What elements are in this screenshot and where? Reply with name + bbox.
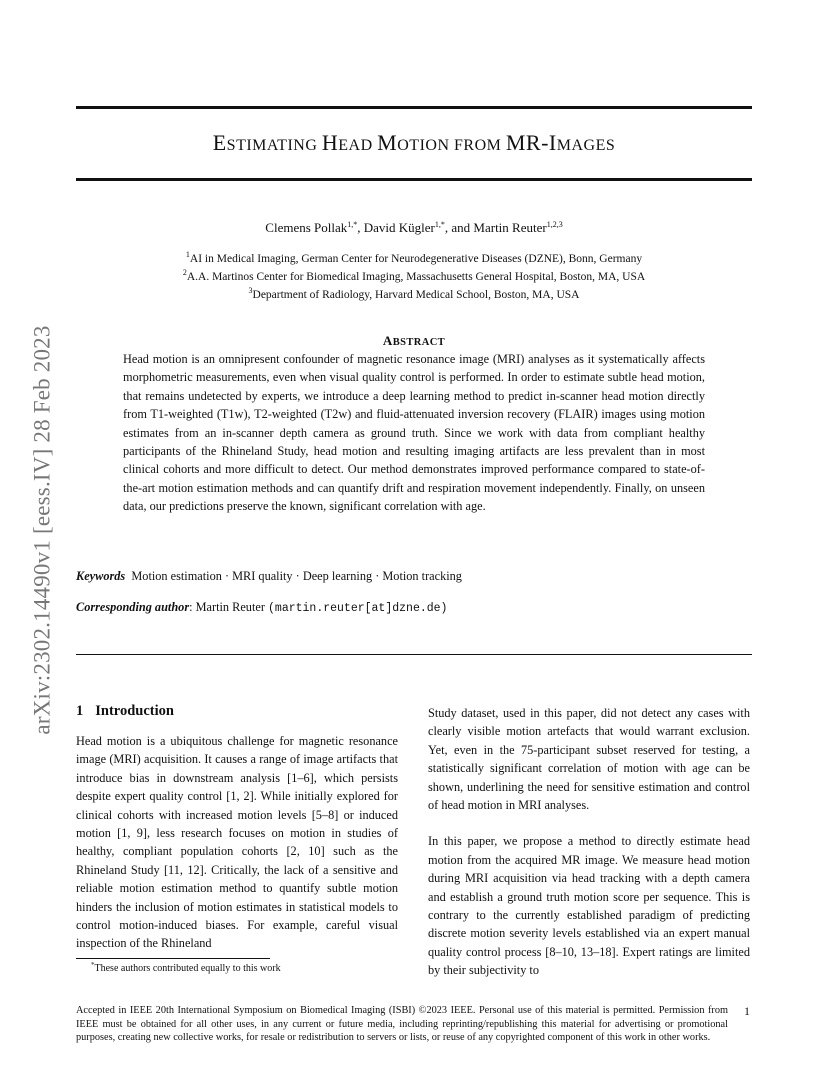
author-affiliation-mark: 1,* — [347, 220, 358, 229]
affiliation-number: 1 — [185, 250, 190, 259]
section-divider — [76, 654, 752, 655]
section-title: Introduction — [95, 703, 174, 719]
corresponding-label: Corresponding author — [76, 600, 190, 614]
left-column — [76, 732, 398, 953]
title-part: MR-I — [505, 130, 557, 155]
section-number: 1 — [76, 703, 84, 719]
corresponding-email: (martin.reuter[at]dzne.de) — [268, 602, 448, 615]
author-separator: , — [357, 220, 364, 235]
affiliations — [76, 250, 752, 304]
corresponding-author: Corresponding author: Martin Reuter (martin.reuter[at]dzne.de) — [76, 600, 448, 615]
title-part: STIMATING — [226, 137, 322, 154]
abstract-heading-rest: BSTRACT — [392, 337, 446, 348]
footnote-mark: * — [91, 961, 95, 969]
affiliation-line — [76, 268, 752, 286]
footnote-rule — [76, 958, 270, 959]
author-name: Martin Reuter — [473, 220, 547, 235]
paragraph: Study dataset, used in this paper, did not detect any cases with clearly visible motion artefacts that would warrant exclusion. Yet, even in the 75-participant subset reserved for testing, a statistically significant correlation of motion with age can be shown, underlining the need for sensitive estimation and control of head motion in MRI analyses. — [428, 706, 750, 813]
page-number: 1 — [744, 1004, 750, 1018]
arxiv-identifier-text: arXiv:2302.14490v1 [eess.IV] 28 Feb 2023 — [30, 325, 56, 735]
author-name: Clemens Pollak — [265, 220, 348, 235]
title-part: E — [212, 130, 227, 155]
right-column — [428, 704, 750, 980]
affiliation-number: 2 — [182, 268, 187, 277]
author-separator: , and — [444, 220, 474, 235]
arxiv-identifier — [26, 286, 60, 774]
title-bottom-rule — [76, 178, 752, 181]
keywords — [76, 569, 752, 584]
copyright-notice: Accepted in IEEE 20th International Symposium on Biomedical Imaging (ISBI) ©2023 IEEE. Personal use of this material is permitted. Permission from IEEE must be obtained for all other uses, in any current or future media, including reprinting/republishing this material for advertising or promotional purposes, creating new collective works, for resale or redistribution to servers or lists, or reuse of any copyrighted component of this work in other works. — [76, 1005, 728, 1044]
title-top-rule — [76, 106, 752, 109]
title-part: EAD — [338, 137, 378, 154]
author-name: David Kügler — [363, 220, 435, 235]
paragraph: Head motion is a ubiquitous challenge for magnetic resonance image (MRI) acquisition. It causes a range of image artifacts that introduce bias in downstream analysis [1–6], which persists despite expert quality control [1, 2]. While initially explored for clinical cohorts with increased motion levels [5–8] or induced motion [1, 9], less research focuses on motion in studies of healthy, compliant population cohorts [2, 10] such as the Rhineland Study [11, 12]. Critically, the lack of a sensitive and reliable motion estimation method to quantify subtle motion hinders the inclusion of motion estimates in statistical models to control motion-induced biases. For example, careful visual inspection of the Rhineland — [76, 734, 398, 951]
affiliation-line — [76, 286, 752, 304]
affiliation-text: A.A. Martinos Center for Biomedical Imaging, Massachusetts General Hospital, Boston, MA, USA — [186, 271, 646, 283]
abstract-heading — [76, 333, 752, 349]
keywords-text: Motion estimation · MRI quality · Deep learning · Motion tracking — [131, 569, 462, 583]
page-title — [76, 130, 752, 156]
title-part: OTION FROM — [397, 137, 506, 154]
paragraph: In this paper, we propose a method to directly estimate head motion from the acquired MR image. We measure head motion during MRI acquisition via head tracking with a depth camera and establish a ground truth motion score per sequence. This is contrary to the currently established paradigm of predicting discrete motion severity levels established via an expert manual quality control process [8–10, 13–18]. Expert ratings are limited by their subjectivity to — [428, 834, 750, 978]
keywords-label: Keywords — [76, 569, 126, 583]
title-part: MAGES — [556, 137, 616, 154]
affiliation-text: AI in Medical Imaging, German Center for Neurodegenerative Diseases (DZNE), Bonn, Germany — [189, 253, 643, 265]
corresponding-name: Martin Reuter — [195, 600, 265, 614]
abstract-text: Head motion is an omnipresent confounder of magnetic resonance image (MRI) analyses as it systematically affects morphometric measurements, even when visual quality control is performed. In order to estimate subtle head motion, that remains undetected by experts, we introduce a deep learning method to predict in-scanner head motion directly from T1-weighted (T1w), T2-weighted (T2w) and fluid-attenuated inversion recovery (FLAIR) images using motion estimates from an in-scanner depth camera as ground truth. Since we work with data from compliant healthy participants of the Rhineland Study, head motion and resulting imaging artifacts are less prevalent than in most clinical cohorts and more difficult to detect. Our method demonstrates improved performance compared to state-of-the-art motion estimation methods and can quantify drift and respiration movement independently. Finally, on unseen data, our predictions preserve the known, significant correlation with age. — [123, 352, 705, 514]
affiliation-number: 3 — [248, 286, 253, 295]
section-heading — [76, 703, 174, 720]
title-part: M — [377, 130, 398, 155]
affiliation-text: Department of Radiology, Harvard Medical School, Boston, MA, USA — [252, 289, 580, 301]
affiliation-line — [76, 250, 752, 268]
author-list — [76, 220, 752, 236]
author-affiliation-mark: 1,* — [434, 220, 445, 229]
abstract-heading-initial: A — [382, 333, 393, 348]
footnote-text: These authors contributed equally to this work — [94, 963, 281, 974]
title-part: H — [321, 130, 339, 155]
author-affiliation-mark: 1,2,3 — [546, 220, 563, 229]
footnote — [91, 963, 281, 974]
